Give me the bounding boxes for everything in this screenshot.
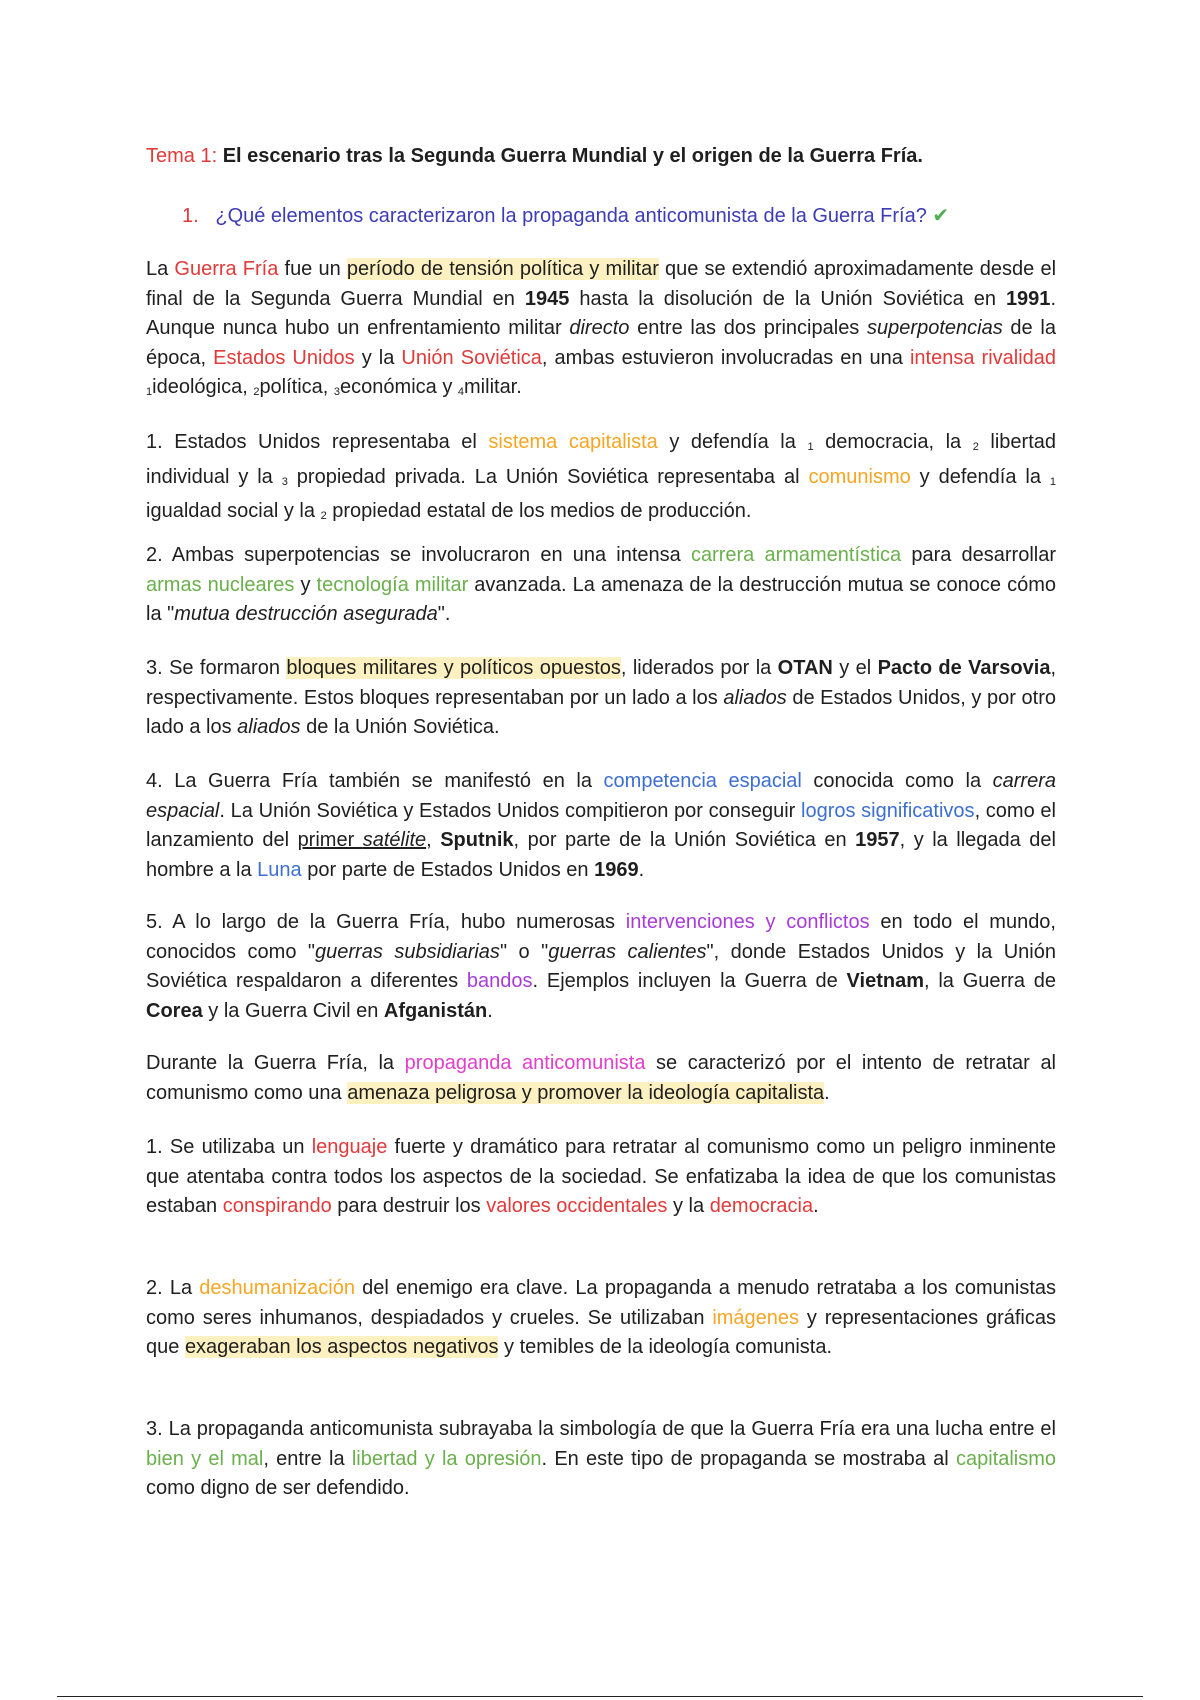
question-number: 1. [182,205,199,227]
paragraph-4: 4. La Guerra Fría también se manifestó en la competencia espacial conocida como la carrera espacial. La Unión Soviética y Estados Unidos compitieron por conseguir logros significativos, como el lanzamiento del primer satélite, Sputnik, por parte de la Unión Soviética en 1957, y la llegada del hombre a la Luna por parte de Estados Unidos en 1969. [146,770,1056,881]
paragraph-5: 5. A lo largo de la Guerra Fría, hubo numerosas intervenciones y conflictos en todo el mundo, conocidos como "guerras subsidiarias" o "guerras calientes", donde Estados Unidos y la Unión Soviética respaldaron a diferentes bandos. Ejemplos incluyen la Guerra de Vietnam, la Guerra de Corea y la Guerra Civil en Afganistán. [146,911,1056,1022]
paragraph-1: 1. Estados Unidos representaba el sistema capitalista y defendía la 1 democracia, la 2 libertad individual y la 3 propiedad privada. La Unión Soviética representaba al comunismo y defendía la 1 igualdad social y la 2 propiedad estatal de los medios de producción. [146,431,1057,522]
intro-paragraph: La Guerra Fría fue un período de tensión política y militar que se extendió aproximadamente desde el final de la Segunda Guerra Mundial en 1945 hasta la disolución de la Unión Soviética en 1991. Aunque nunca hubo un enfrentamiento militar directo entre las dos principales superpotencias de la época, Estados Unidos y la Unión Soviética, ambas estuvieron involucradas en una intensa rivalidad 1ideológica, 2política, 3económica y 4militar. [146,258,1057,398]
page-bottom-divider [57,1696,1143,1697]
page-title [146,145,923,168]
question-text: ¿Qué elementos caracterizaron la propaganda anticomunista de la Guerra Fría? [215,205,927,227]
paragraph-3: 3. Se formaron bloques militares y políticos opuestos, liderados por la OTAN y el Pacto de Varsovia, respectivamente. Estos bloques representaban por un lado a los aliados de Estados Unidos, y por otro lado a los aliados de la Unión Soviética. [146,657,1056,738]
question-heading [182,203,949,228]
check-icon: ✔ [932,205,950,227]
title-text: El escenario tras la Segunda Guerra Mundial y el origen de la Guerra Fría. [222,145,923,167]
propaganda-point-3: 3. La propaganda anticomunista subrayaba la simbología de que la Guerra Fría era una lucha entre el bien y el mal, entre la libertad y la opresión. En este tipo de propaganda se mostraba al capitalismo como digno de ser defendido. [146,1418,1056,1499]
title-prefix: Tema 1: [146,145,218,167]
paragraph-2: 2. Ambas superpotencias se involucraron en una intensa carrera armamentística para desarrollar armas nucleares y tecnología militar avanzada. La amenaza de la destrucción mutua se conoce cómo la "mutua destrucción asegurada". [146,544,1057,625]
propaganda-point-2: 2. La deshumanización del enemigo era clave. La propaganda a menudo retrataba a los comunistas como seres inhumanos, despiadados y crueles. Se utilizaban imágenes y representaciones gráficas que exageraban los aspectos negativos y temibles de la ideología comunista. [146,1277,1056,1358]
propaganda-intro-paragraph: Durante la Guerra Fría, la propaganda anticomunista se caracterizó por el intento de retratar al comunismo como una amenaza peligrosa y promover la ideología capitalista. [146,1052,1057,1104]
propaganda-point-1: 1. Se utilizaba un lenguaje fuerte y dramático para retratar al comunismo como un peligro inminente que atentaba contra todos los aspectos de la sociedad. Se enfatizaba la idea de que los comunistas estaban conspirando para destruir los valores occidentales y la democracia. [146,1136,1056,1217]
